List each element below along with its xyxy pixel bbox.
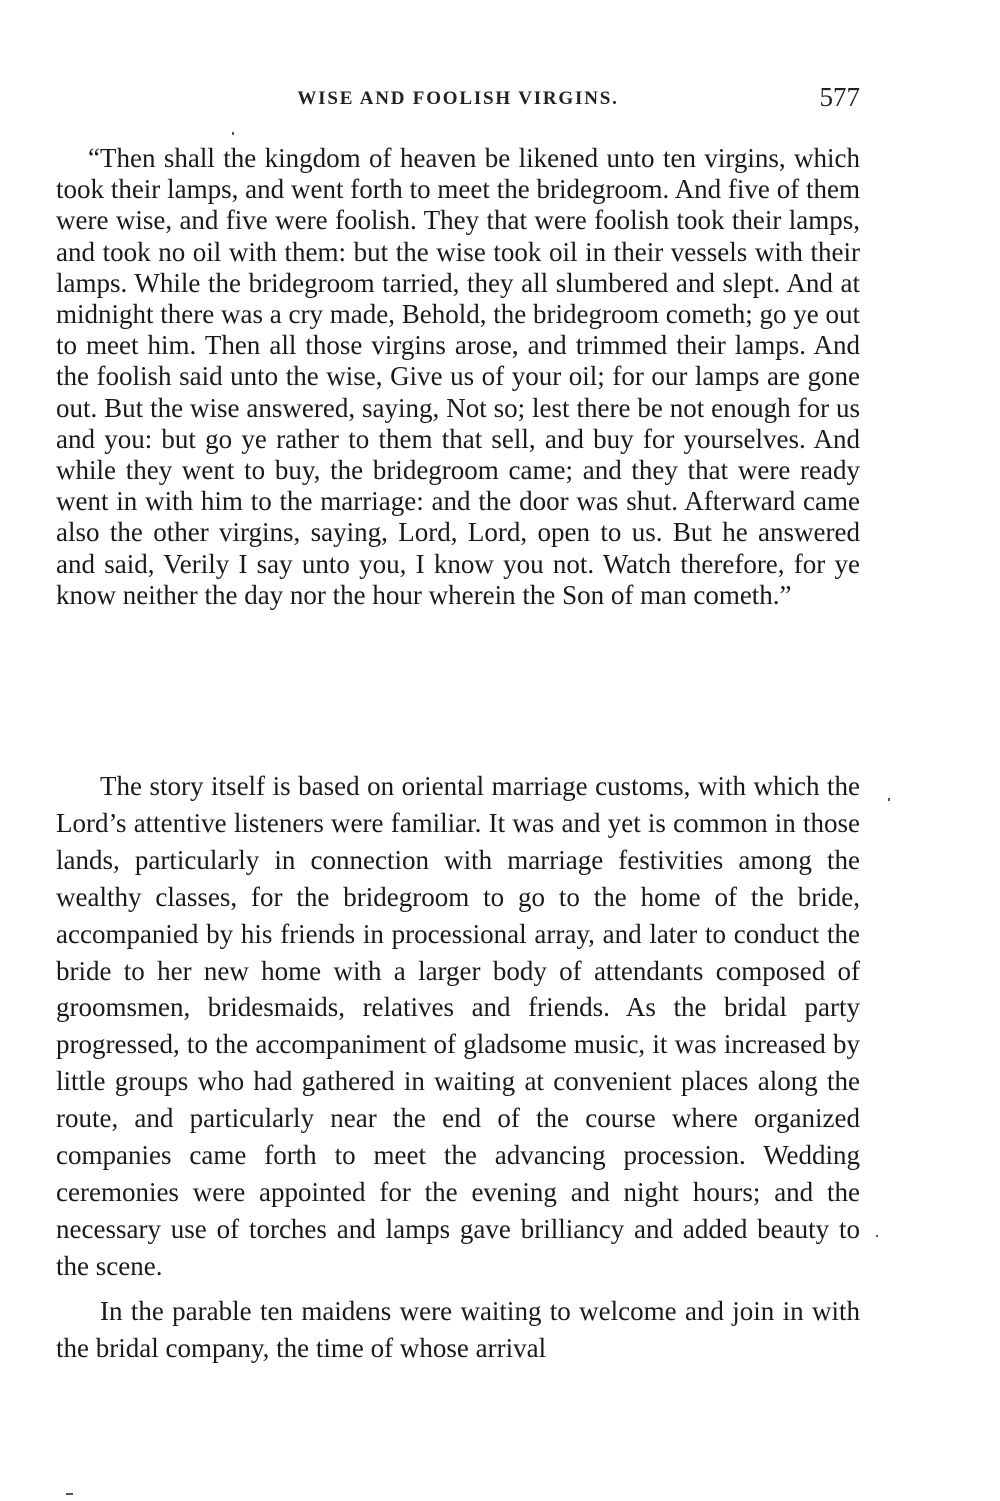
running-title: WISE AND FOOLISH VIRGINS. — [297, 88, 619, 109]
print-speck — [876, 1235, 878, 1237]
paragraph-oriental-customs: The story itself is based on oriental marriage customs, with which the Lord’s attentive listeners were familiar. It was and yet is common in those lands, particularly in connection with marriage festivities among the wealthy classes, for the bridegroom to go to the home of the bride, accompanied by his friends in processional array, and later to conduct the bride to her new home with a larger body of attendants composed of groomsmen, bridesmaids, relatives and friends. As the bridal party progressed, to the accompaniment of gladsome music, it was increased by little groups who had gathered in waiting at convenient places along the route, and particularly near the end of the course where organized companies came forth to meet the advancing procession. Wedding ceremonies were appointed for the evening and night hours; and the necessary use of torches and lamps gave brilliancy and added beauty to the scene. — [56, 771, 860, 1281]
paragraph-ten-maidens: In the parable ten maidens were waiting to welcome and join in with the bridal company, the time of whose arrival — [56, 1295, 860, 1363]
print-speck — [888, 798, 890, 801]
running-head — [56, 82, 860, 116]
page-number: 577 — [819, 82, 860, 112]
print-speck — [232, 132, 234, 135]
scripture-quotation: “Then shall the kingdom of heaven be likened unto ten virgins, which took their lamps, and went forth to meet the bridegroom. And five of them were wise, and five were foolish. They that were foolish took their lamps, and took no oil with them: but the wise took oil in their vessels with their lamps. While the bridegroom tarried, they all slumbered and slept. And at midnight there was a cry made, Behold, the bridegroom cometh; go ye out to meet him. Then all those virgins arose, and trimmed their lamps. And the foolish said unto the wise, Give us of your oil; for our lamps are gone out. But the wise answered, saying, Not so; lest there be not enough for us and you: but go ye rather to them that sell, and buy for yourselves. And while they went to buy, the bridegroom came; and they that were ready went in with him to the marriage: and the door was shut. Afterward came also the other virgins, saying, Lord, Lord, open to us. But he answered and said, Verily I say unto you, I know you not. Watch therefore, for ye know neither the day nor the hour wherein the Son of man cometh.” — [56, 143, 860, 610]
print-speck — [66, 1493, 73, 1495]
commentary-text — [56, 768, 860, 1375]
